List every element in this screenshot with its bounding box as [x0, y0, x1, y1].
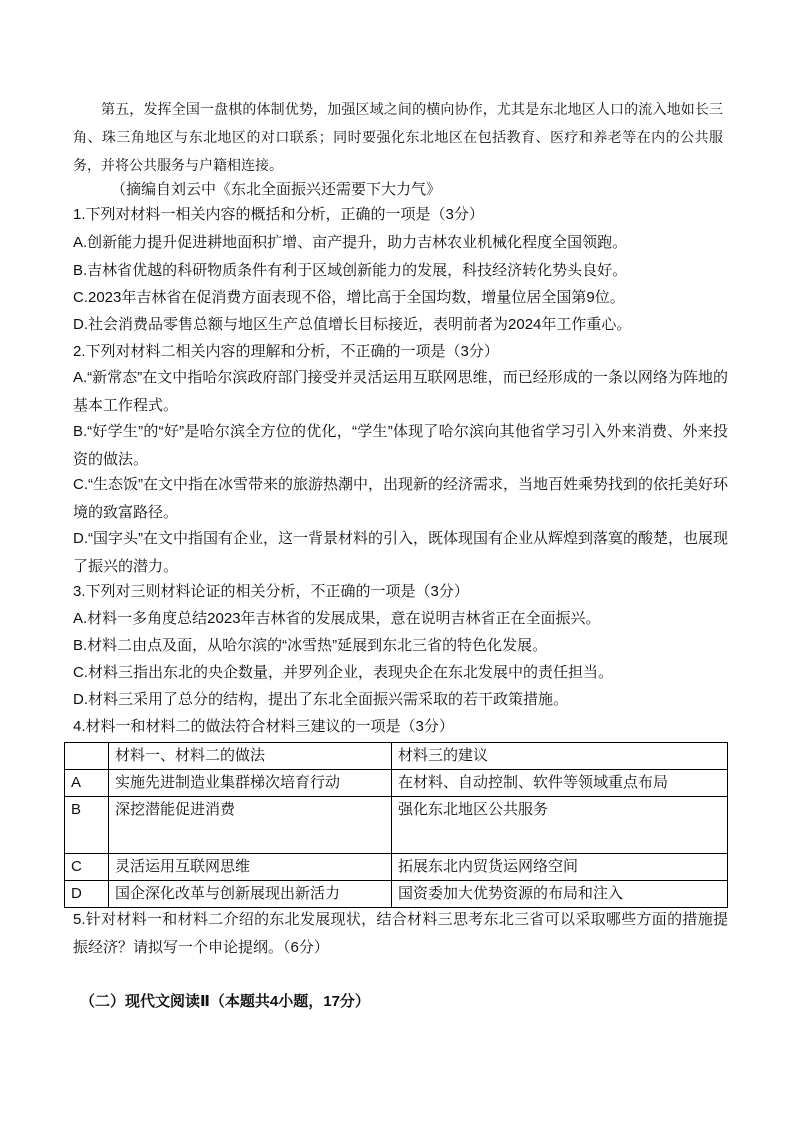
table-row [65, 797, 728, 854]
question-2-option-b: B.“好学生”的“好”是哈尔滨全方位的优化，“学生”体现了哈尔滨向其他省学习引入外来消费、外来投资的做法。 [73, 423, 728, 468]
table-row [65, 881, 728, 908]
table-cell-suggestion: 强化东北地区公共服务 [392, 797, 728, 854]
table-cell-practice: 国企深化改革与创新展现出新活力 [109, 881, 392, 908]
question-3-option-d: D.材料三采用了总分的结构，提出了东北全面振兴需采取的若干政策措施。 [73, 691, 569, 708]
question-2-stem: 2.下列对材料二相关内容的理解和分析，不正确的一项是（3分） [73, 343, 499, 360]
table-cell-suggestion: 国资委加大优势资源的布局和注入 [392, 881, 728, 908]
table-row [65, 854, 728, 881]
table-row [65, 770, 728, 797]
question-1-stem: 1.下列对材料一相关内容的概括和分析，正确的一项是（3分） [73, 206, 484, 223]
table-cell-practice: 实施先进制造业集群梯次培育行动 [109, 770, 392, 797]
table-header-cell: 材料一、材料二的做法 [109, 743, 392, 770]
question-4-stem: 4.材料一和材料二的做法符合材料三建议的一项是（3分） [73, 718, 454, 735]
table-cell-option: B [65, 797, 109, 854]
section-heading: （二）现代文阅读Ⅱ（本题共4小题，17分） [80, 993, 370, 1010]
question-3-option-a: A.材料一多角度总结2023年吉林省的发展成果，意在说明吉林省正在全面振兴。 [73, 610, 601, 627]
intro-paragraph: 第五，发挥全国一盘棋的体制优势，加强区域之间的横向协作，尤其是东北地区人口的流入地如长三角、珠三角地区与东北地区的对口联系；同时要强化东北地区在包括教育、医疗和养老等在内的公共服务，并将公共服务与户籍相连接。 [73, 102, 723, 174]
question-1-option-c: C.2023年吉林省在促消费方面表现不俗，增比高于全国均数，增量位居全国第9位。 [73, 289, 625, 306]
source-citation: （摘编自刘云中《东北全面振兴还需要下大力气》 [111, 180, 442, 198]
table-header-cell: 材料三的建议 [392, 743, 728, 770]
table-cell-practice: 深挖潜能促进消费 [109, 797, 392, 854]
table-cell-suggestion: 拓展东北内贸货运网络空间 [392, 854, 728, 881]
table-cell-option: A [65, 770, 109, 797]
table-cell-practice: 灵活运用互联网思维 [109, 854, 392, 881]
question-2-option-c: C.“生态饭”在文中指在冰雪带来的旅游热潮中，出现新的经济需求，当地百姓乘势找到的依托美好环境的致富路径。 [73, 476, 728, 521]
question-1-option-a: A.创新能力提升促进耕地面积扩增、亩产提升，助力吉林农业机械化程度全国领跑。 [73, 234, 628, 251]
question-3-option-c: C.材料三指出东北的央企数量，并罗列企业，表现央企在东北发展中的责任担当。 [73, 664, 614, 681]
table-cell-option: C [65, 854, 109, 881]
table-cell-option: D [65, 881, 109, 908]
question-5-stem: 5.针对材料一和材料二介绍的东北发展现状，结合材料三思考东北三省可以采取哪些方面的措施提振经济？请拟写一个申论提纲。（6分） [73, 911, 728, 956]
question-2-option-a: A.“新常态”在文中指哈尔滨政府部门接受并灵活运用互联网思维，而已经形成的一条以网络为阵地的基本工作程式。 [73, 369, 728, 414]
question-1-option-b: B.吉林省优越的科研物质条件有利于区域创新能力的发展，科技经济转化势头良好。 [73, 262, 628, 279]
question-3-option-b: B.材料二由点及面，从哈尔滨的“冰雪热”延展到东北三省的特色化发展。 [73, 637, 548, 654]
question-2-option-d: D.“国字头”在文中指国有企业，这一背景材料的引入，既体现国有企业从辉煌到落寞的酸楚，也展现了振兴的潜力。 [73, 530, 728, 575]
question-3-stem: 3.下列对三则材料论证的相关分析，不正确的一项是（3分） [73, 583, 469, 600]
question-1-option-d: D.社会消费品零售总额与地区生产总值增长目标接近，表明前者为2024年工作重心。 [73, 316, 632, 333]
table-header-cell [65, 743, 109, 770]
table-cell-suggestion: 在材料、自动控制、软件等领域重点布局 [392, 770, 728, 797]
table-header-row [65, 743, 728, 770]
question-4-table [64, 742, 728, 908]
